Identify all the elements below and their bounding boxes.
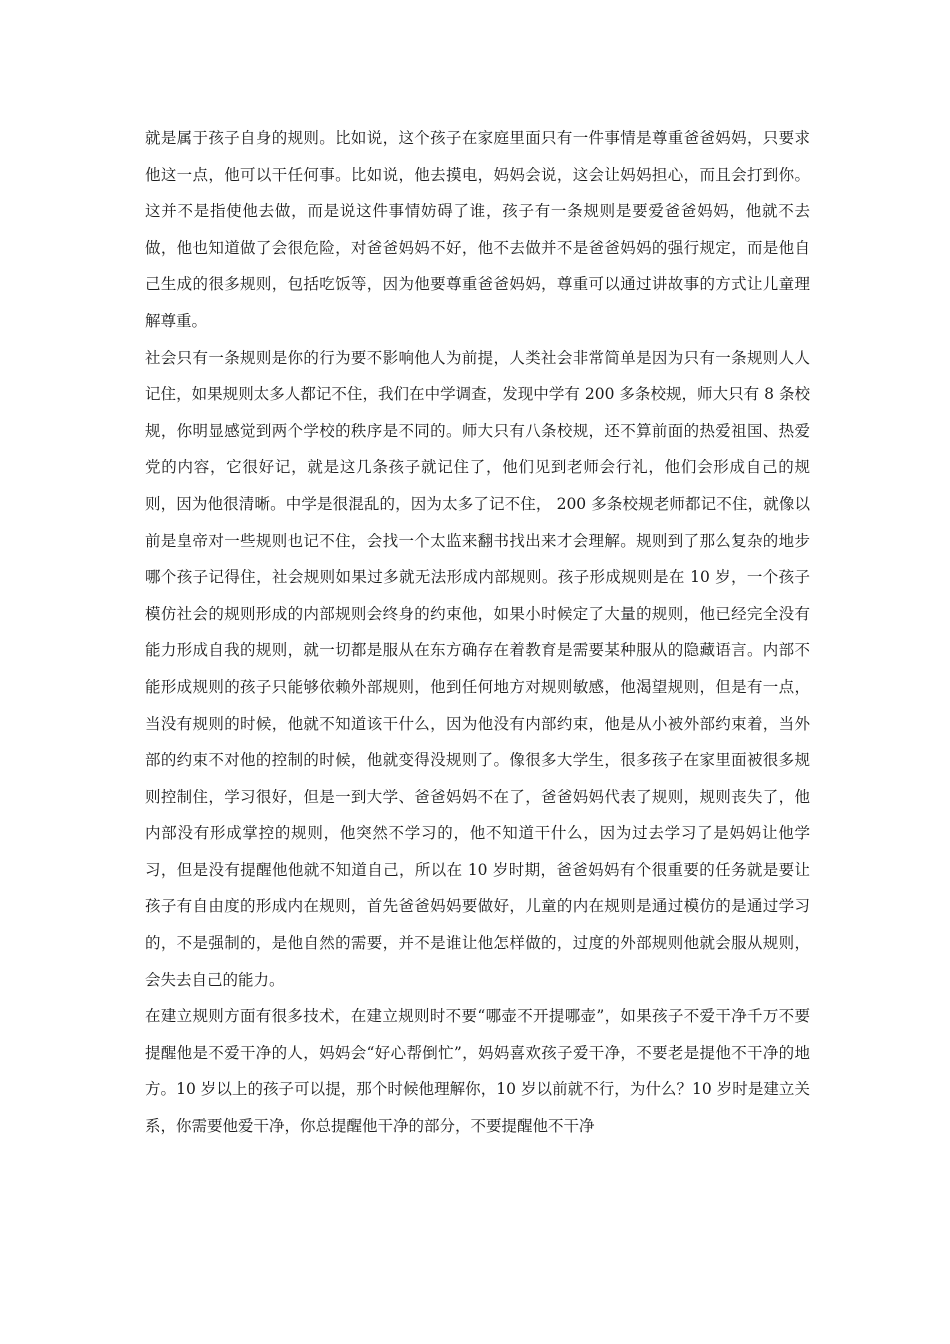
paragraph-2: 社会只有一条规则是你的行为要不影响他人为前提，人类社会非常简单是因为只有一条规则人人记住，如果规则太多人都记不住，我们在中学调查，发现中学有 200 多条校规，师大只有 8 条校规，你明显感觉到两个学校的秩序是不同的。师大只有八条校规，还不算前面的热爱祖国、热爱党的内容，它很好记，就是这几条孩子就记住了，他们见到老师会行礼，他们会形成自己的规则，因为他很清晰。中学是很混乱的，因为太多了记不住， 200 多条校规老师都记不住，就像以前是皇帝对一些规则也记不住，会找一个太监来翻书找出来才会理解。规则到了那么复杂的地步哪个孩子记得住，社会规则如果过多就无法形成内部规则。孩子形成规则是在 10 岁，一个孩子模仿社会的规则形成的内部规则会终身的约束他，如果小时候定了大量的规则，他已经完全没有能力形成自我的规则，就一切都是服从在东方确存在着教育是需要某种服从的隐藏语言。内部不能形成规则的孩子只能够依赖外部规则，他到任何地方对规则敏感，他渴望规则，但是有一点，当没有规则的时候，他就不知道该干什么，因为他没有内部约束，他是从小被外部约束着，当外部的约束不对他的控制的时候，他就变得没规则了。像很多大学生，很多孩子在家里面被很多规则控制住，学习很好，但是一到大学、爸爸妈妈不在了，爸爸妈妈代表了规则，规则丧失了，他内部没有形成掌控的规则，他突然不学习的，他不知道干什么，因为过去学习了是妈妈让他学习，但是没有提醒他他就不知道自己，所以在 10 岁时期，爸爸妈妈有个很重要的任务就是要让孩子有自由度的形成内在规则，首先爸爸妈妈要做好，儿童的内在规则是通过模仿的是通过学习的，不是强制的，是他自然的需要，并不是谁让他怎样做的，过度的外部规则他就会服从规则，会失去自己的能力。: [145, 348, 810, 989]
paragraph-1: 就是属于孩子自身的规则。比如说，这个孩子在家庭里面只有一件事情是尊重爸爸妈妈，只要求他这一点，他可以干任何事。比如说，他去摸电，妈妈会说，这会让妈妈担心，而且会打到你。这并不是指使他去做，而是说这件事情妨碍了谁，孩子有一条规则是要爱爸爸妈妈，他就不去做，他也知道做了会很危险，对爸爸妈妈不好，他不去做并不是爸爸妈妈的强行规定，而是他自己生成的很多规则，包括吃饭等，因为他要尊重爸爸妈妈，尊重可以通过讲故事的方式让儿童理解尊重。: [145, 129, 810, 330]
paragraph-3: 在建立规则方面有很多技术，在建立规则时不要“哪壶不开提哪壶”，如果孩子不爱干净千万不要提醒他是不爱干净的人，妈妈会“好心帮倒忙”，妈妈喜欢孩子爱干净，不要老是提他不干净的地方。10 岁以上的孩子可以提，那个时候他理解你，10 岁以前就不行，为什么？10 岁时是建立关系，你需要他爱干净，你总提醒他干净的部分，不要提醒他不干净: [145, 1007, 810, 1136]
document-body: [145, 120, 810, 1145]
